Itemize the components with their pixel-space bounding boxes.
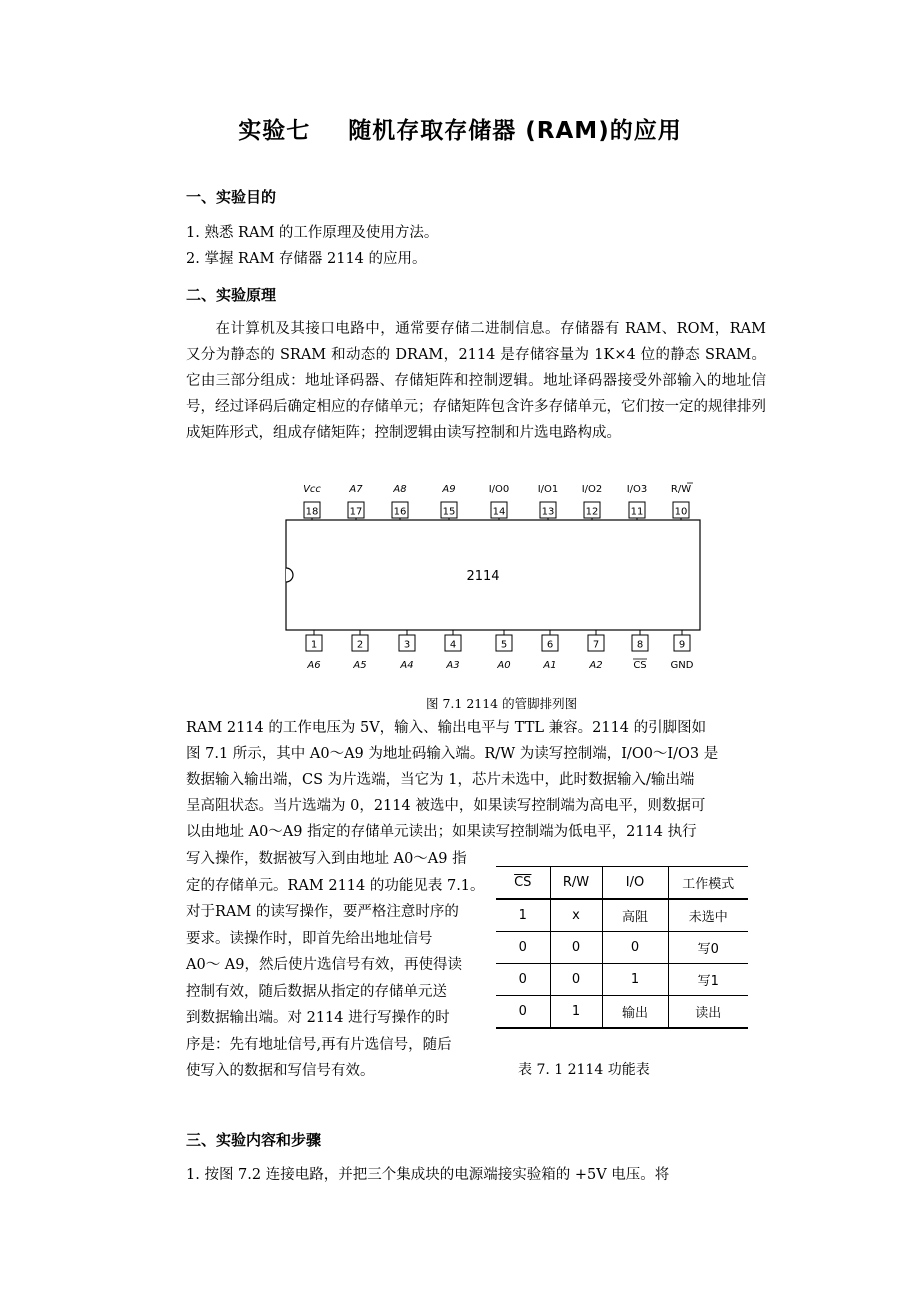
pin-number: 1 bbox=[310, 639, 318, 651]
function-table bbox=[496, 866, 748, 1029]
chip-notch bbox=[286, 568, 293, 582]
table-header-row bbox=[496, 867, 748, 900]
table-cell: 写1 bbox=[668, 964, 748, 996]
pin-number: 12 bbox=[585, 506, 599, 518]
principle-paragraph bbox=[186, 316, 766, 446]
desc-left-line: 定的存储单元。RAM 2114 的功能见表 7.1。 bbox=[186, 877, 485, 894]
section-2-heading: 二、实验原理 bbox=[186, 286, 277, 304]
title-part1: 实验七 bbox=[238, 118, 311, 144]
pin-name-a8: A8 bbox=[393, 484, 407, 495]
pin-number: 14 bbox=[492, 506, 506, 518]
desc-left-column bbox=[186, 846, 496, 1085]
table-row bbox=[496, 996, 748, 1029]
desc-left-line: 写入操作，数据被写入到由地址 A0～A9 指 bbox=[186, 851, 467, 867]
pin-number: 13 bbox=[541, 506, 555, 518]
table-cell: 1 bbox=[602, 964, 668, 996]
table-cell: 0 bbox=[496, 996, 550, 1029]
table-cell: 未选中 bbox=[668, 899, 748, 932]
step-item-1: 1. 按图 7.2 连接电路，并把三个集成块的电源端接实验箱的 +5V 电压。将 bbox=[186, 1167, 670, 1183]
desc-line-2: 图 7.1 所示，其中 A0～A9 为地址码输入端。R/W 为读写控制端，I/O0～I/O3 是 bbox=[186, 746, 719, 762]
table-row bbox=[496, 932, 748, 964]
desc-line-1: RAM 2114 的工作电压为 5V，输入、输出电平与 TTL 兼容。2114 的引脚图如 bbox=[186, 720, 707, 736]
header-rw bbox=[550, 867, 602, 900]
section-3-heading: 三、实验内容和步骤 bbox=[186, 1131, 322, 1149]
pin-number: 2 bbox=[356, 639, 364, 651]
pin-name-cs: CS bbox=[633, 660, 647, 671]
pin-name-a2: A2 bbox=[589, 660, 603, 671]
desc-left-line: 到数据输出端。对 2114 进行写操作的时 bbox=[186, 1010, 450, 1026]
pin-name-a4: A4 bbox=[400, 660, 414, 671]
pin-number: 8 bbox=[636, 639, 644, 651]
desc-left-line: 使写入的数据和写信号有效。 bbox=[186, 1063, 375, 1079]
pin-number: 5 bbox=[500, 639, 508, 651]
pin-name-a0: A0 bbox=[497, 660, 511, 671]
pin-number: 3 bbox=[403, 639, 411, 651]
pin-number: 6 bbox=[546, 639, 554, 651]
desc-line-4: 呈高阻状态。当片选端为 0，2114 被选中，如果读写控制端为高电平，则数据可 bbox=[186, 798, 706, 814]
table-row bbox=[496, 964, 748, 996]
desc-left-line: 要求。读操作时，即首先给出地址信号 bbox=[186, 930, 433, 947]
pin-name-a6: A6 bbox=[307, 660, 321, 671]
principle-text: 在计算机及其接口电路中，通常要存储二进制信息。存储器有 RAM、ROM，RAM 又分为静态的 SRAM 和动态的 DRAM，2114 是存储容量为 1K×4 位的静态 SRAM。它由三部分组成：地址译码器、存储矩阵和控制逻辑。地址译码器接受外部输入的地址信号，经过译码后确定相应的存储单元；存储矩阵包含许多存储单元，它们按一定的规律排列成矩阵形式，组成存储矩阵；控制逻辑由读写控制和片选电路构成。 bbox=[186, 321, 766, 441]
section-1-heading: 一、实验目的 bbox=[186, 188, 277, 206]
pin-name-a7: A7 bbox=[349, 484, 363, 495]
table-cell: 1 bbox=[496, 899, 550, 932]
pin-name-rw: R/W bbox=[670, 484, 692, 495]
pin-name-a1: A1 bbox=[543, 660, 557, 671]
pin-number: 4 bbox=[449, 639, 457, 651]
pin-name-a5: A5 bbox=[353, 660, 367, 671]
figure-caption: 图 7.1 2114 的管脚排列图 bbox=[426, 696, 578, 711]
desc-left-line: 序是：先有地址信号,再有片选信号，随后 bbox=[186, 1036, 452, 1053]
pin-number: 17 bbox=[349, 506, 363, 518]
pin-number: 11 bbox=[630, 506, 644, 518]
chip-pinout-diagram bbox=[270, 478, 710, 678]
table-caption: 表 7. 1 2114 功能表 bbox=[518, 1062, 650, 1078]
pin-name-io1: I/O1 bbox=[537, 484, 559, 495]
header-rw-text: R/W bbox=[562, 875, 590, 890]
pin-number: 7 bbox=[592, 639, 600, 651]
table-cell: 输出 bbox=[602, 996, 668, 1029]
header-io: I/O bbox=[602, 867, 668, 900]
objective-item-1: 1. 熟悉 RAM 的工作原理及使用方法。 bbox=[186, 225, 439, 241]
header-cs: $\overline{CS}$ bbox=[496, 867, 550, 900]
desc-left-line: 控制有效，随后数据从指定的存储单元送 bbox=[186, 983, 447, 1000]
pin-number: 18 bbox=[305, 506, 319, 518]
pin-name-gnd: GND bbox=[670, 660, 694, 671]
table-cell: 读出 bbox=[668, 996, 748, 1029]
table-cell: x bbox=[550, 899, 602, 932]
table-cell: 0 bbox=[496, 932, 550, 964]
objective-item-2: 2. 掌握 RAM 存储器 2114 的应用。 bbox=[186, 251, 427, 267]
table-cell: 高阻 bbox=[602, 899, 668, 932]
table-cell: 1 bbox=[550, 996, 602, 1029]
table-cell: 0 bbox=[550, 932, 602, 964]
table-row bbox=[496, 899, 748, 932]
desc-left-line: 对于RAM 的读写操作，要严格注意时序的 bbox=[186, 904, 459, 920]
header-mode: 工作模式 bbox=[668, 867, 748, 900]
table-cell: 0 bbox=[496, 964, 550, 996]
table-cell: 0 bbox=[550, 964, 602, 996]
title-part2: 随机存取存储器 (RAM)的应用 bbox=[348, 118, 682, 144]
pin-name-a9: A9 bbox=[442, 484, 456, 495]
desc-left-line: A0～ A9，然后使片选信号有效，再使得读 bbox=[186, 957, 463, 973]
pin-name-io0: I/O0 bbox=[488, 484, 510, 495]
table-cell: 写0 bbox=[668, 932, 748, 964]
pin-name-vcc: Vcc bbox=[303, 484, 321, 495]
pin-number: 15 bbox=[442, 506, 456, 518]
pin-name-io2: I/O2 bbox=[581, 484, 603, 495]
page-title bbox=[0, 112, 920, 145]
desc-line-3: 数据输入输出端，CS 为片选端，当它为 1，芯片未选中，此时数据输入/输出端 bbox=[186, 772, 695, 788]
pin-name-io3: I/O3 bbox=[626, 484, 648, 495]
pin-name-a3: A3 bbox=[446, 660, 460, 671]
pin-number: 10 bbox=[674, 506, 688, 518]
pin-number: 9 bbox=[678, 639, 686, 651]
table-cell: 0 bbox=[602, 932, 668, 964]
pin-number: 16 bbox=[393, 506, 407, 518]
desc-line-5: 以由地址 A0～A9 指定的存储单元读出；如果读写控制端为低电平，2114 执行 bbox=[186, 824, 697, 840]
chip-label: 2114 bbox=[466, 569, 500, 584]
